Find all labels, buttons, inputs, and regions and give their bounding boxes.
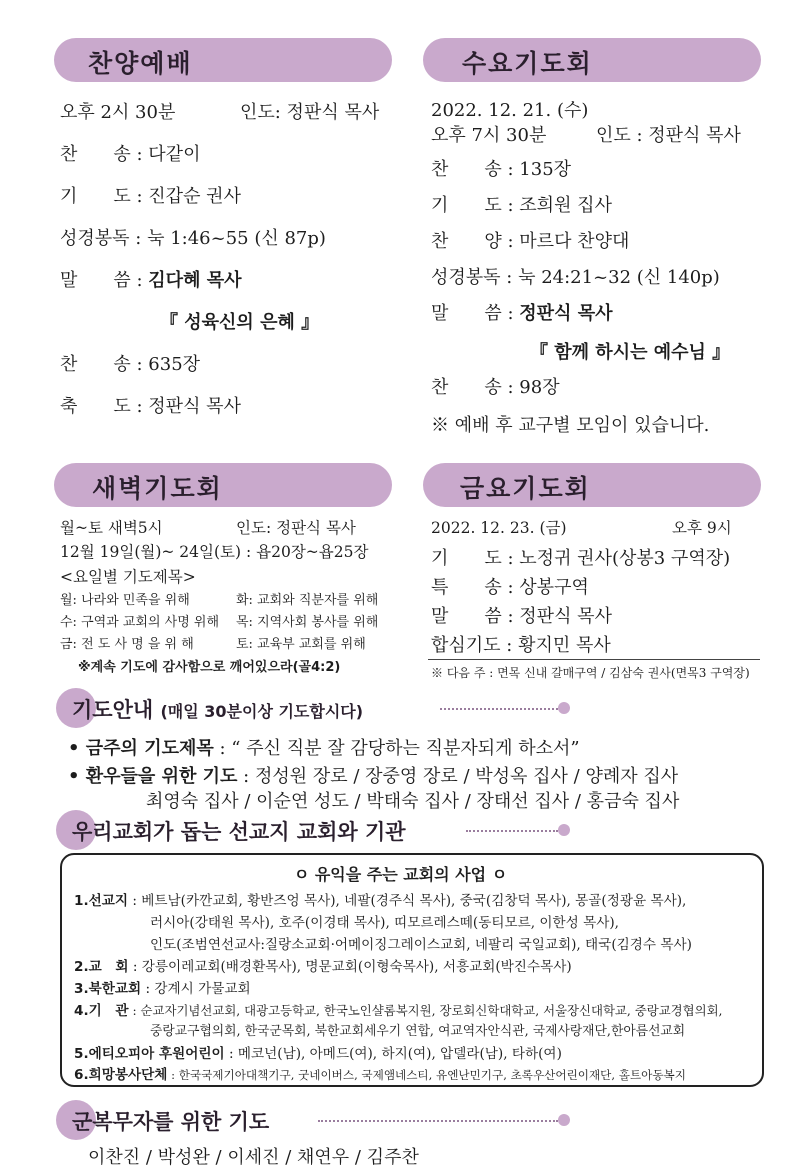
- missions-item-cont: 중랑교구협의회, 한국군목회, 북한교회세우기 연합, 여교역자안식관, 국제사랑재단,한아름선교회: [150, 1024, 686, 1039]
- missions-title: 우리교회가 돕는 선교지 교회와 기관: [72, 820, 406, 844]
- prayer-sick-2: 최영숙 집사 / 이순연 성도 / 박태숙 집사 / 장태선 집사 / 홍금숙 집사: [146, 791, 680, 812]
- wednesday-prayer: 기 도 : 조희원 집사: [431, 195, 612, 216]
- dawn-row: 수: 구역과 교회의 사명 위해: [60, 615, 220, 630]
- missions-item: 2.교 회 : 강릉이레교회(배경환목사), 명문교회(이형숙목사), 서흥교회(박진수목사): [74, 959, 572, 975]
- missions-item: 1.선교지 : 베트남(카깐교회, 황반즈엉 목사), 네팔(경주식 목사), 중국(김창덕 목사), 몽골(정광윤 목사),: [74, 893, 687, 909]
- friday-title: 금요기도회: [460, 474, 591, 503]
- friday-special-hymn: 특 송 : 상봉구역: [431, 577, 589, 598]
- praise-leader: 인도: 정판식 목사: [240, 102, 380, 123]
- praise-title: 찬양예배: [88, 49, 193, 78]
- wednesday-date: 2022. 12. 21. (수): [431, 100, 589, 121]
- dawn-subtitle: <요일별 기도제목>: [60, 568, 196, 586]
- wednesday-hymn: 찬 송 : 135장: [431, 159, 572, 180]
- friday-group-prayer: 합심기도 : 황지민 목사: [431, 635, 611, 656]
- friday-date: 2022. 12. 23. (금): [431, 519, 567, 537]
- wednesday-time: 오후 7시 30분: [431, 125, 547, 146]
- missions-item: 6.희망봉사단체 : 한국국제기아대책기구, 굿네이버스, 국제앰네스티, 유엔난민기구, 초록우산어린이재단, 홀트아동복지: [74, 1067, 686, 1083]
- wednesday-hymn-2: 찬 송 : 98장: [431, 377, 560, 398]
- dawn-title: 새벽기도회: [92, 474, 223, 503]
- dawn-row: 금: 전 도 사 명 을 위 해: [60, 637, 194, 652]
- military-end-dot: [558, 1114, 570, 1126]
- friday-time: 오후 9시: [672, 519, 732, 537]
- praise-hymn: 찬 송 : 다같이: [60, 144, 201, 165]
- dawn-time: 월~토 새벽5시: [60, 519, 163, 537]
- friday-prayer: 기 도 : 노정귀 권사(상봉3 구역장): [431, 548, 731, 569]
- military-title: 군복무자를 위한 기도: [72, 1110, 270, 1134]
- missions-dotted-line: [466, 830, 558, 832]
- prayer-sick: • 환우들을 위한 기도 : 정성원 장로 / 장중영 장로 / 박성옥 집사 / 양례자 집사: [68, 766, 679, 787]
- wednesday-leader: 인도 : 정판식 목사: [596, 125, 741, 146]
- prayer-dotted-line: [440, 708, 558, 710]
- wednesday-title: 수요기도회: [462, 49, 593, 78]
- dawn-verse: ※계속 기도에 감사함으로 깨어있으라(골4:2): [78, 660, 341, 675]
- missions-end-dot: [558, 824, 570, 836]
- wednesday-sermon-title: 『 함께 하시는 예수님 』: [530, 342, 731, 363]
- praise-scripture: 성경봉독 : 눅 1:46~55 (신 87p): [60, 228, 326, 249]
- dawn-row: 월: 나라와 민족을 위해: [60, 593, 190, 608]
- wednesday-choir: 찬 양 : 마르다 찬양대: [431, 231, 630, 252]
- prayer-end-dot: [558, 702, 570, 714]
- praise-benediction: 축 도 : 정판식 목사: [60, 396, 241, 417]
- missions-item-cont: 인도(조범연선교사:질랑소교회·어메이징그레이스교회, 네팔리 국일교회), 태국(김경수 목사): [150, 937, 692, 953]
- praise-hymn-2: 찬 송 : 635장: [60, 354, 201, 375]
- friday-sermon: 말 씀 : 정판식 목사: [431, 606, 612, 627]
- dawn-row: 목: 지역사회 봉사를 위해: [236, 615, 379, 630]
- military-names: 이찬진 / 박성완 / 이세진 / 채연우 / 김주찬: [88, 1147, 419, 1168]
- missions-box-title: ㅇ 유익을 주는 교회의 사업 ㅇ: [293, 865, 508, 884]
- praise-sermon: 말 씀 : 김다혜 목사: [60, 270, 242, 291]
- prayer-title: 기도안내 (매일 30분이상 기도합시다): [72, 698, 364, 722]
- praise-prayer: 기 도 : 진갑순 권사: [60, 186, 241, 207]
- dawn-leader: 인도: 정판식 목사: [236, 519, 356, 537]
- wednesday-sermon: 말 씀 : 정판식 목사: [431, 303, 613, 324]
- wednesday-scripture: 성경봉독 : 눅 24:21~32 (신 140p): [431, 267, 720, 288]
- military-dotted-line: [318, 1120, 558, 1122]
- dawn-range: 12월 19일(월)~ 24일(토) : 욥20장~욥25장: [60, 543, 369, 561]
- dawn-row: 토: 교육부 교회를 위해: [236, 637, 366, 652]
- friday-next-week: ※ 다음 주 : 면목 신내 갈매구역 / 김삼숙 권사(면목3 구역장): [431, 666, 750, 680]
- prayer-topic: • 금주의 기도제목 : “ 주신 직분 잘 감당하는 직분자되게 하소서”: [68, 738, 580, 759]
- missions-item: 5.에티오피아 후원어린이 : 메코넌(남), 아메드(여), 하지(여), 압델라(남), 타하(여): [74, 1046, 562, 1062]
- dawn-row: 화: 교회와 직분자를 위해: [236, 593, 379, 608]
- praise-sermon-title: 『 성육신의 은혜 』: [160, 312, 320, 333]
- missions-item-cont: 러시아(강태원 목사), 호주(이경태 목사), 띠모르레스떼(동티모르, 이한성 목사),: [150, 915, 619, 931]
- missions-item: 4.기 관 : 순교자기념선교회, 대광고등학교, 한국노인샬롬복지원, 장로회신학대학교, 서울장신대학교, 중랑교경협의회,: [74, 1003, 723, 1019]
- missions-item: 3.북한교회 : 강계시 가물교회: [74, 981, 251, 997]
- praise-time: 오후 2시 30분: [60, 102, 176, 123]
- friday-divider: [428, 659, 760, 660]
- wednesday-note: ※ 예배 후 교구별 모임이 있습니다.: [431, 415, 710, 436]
